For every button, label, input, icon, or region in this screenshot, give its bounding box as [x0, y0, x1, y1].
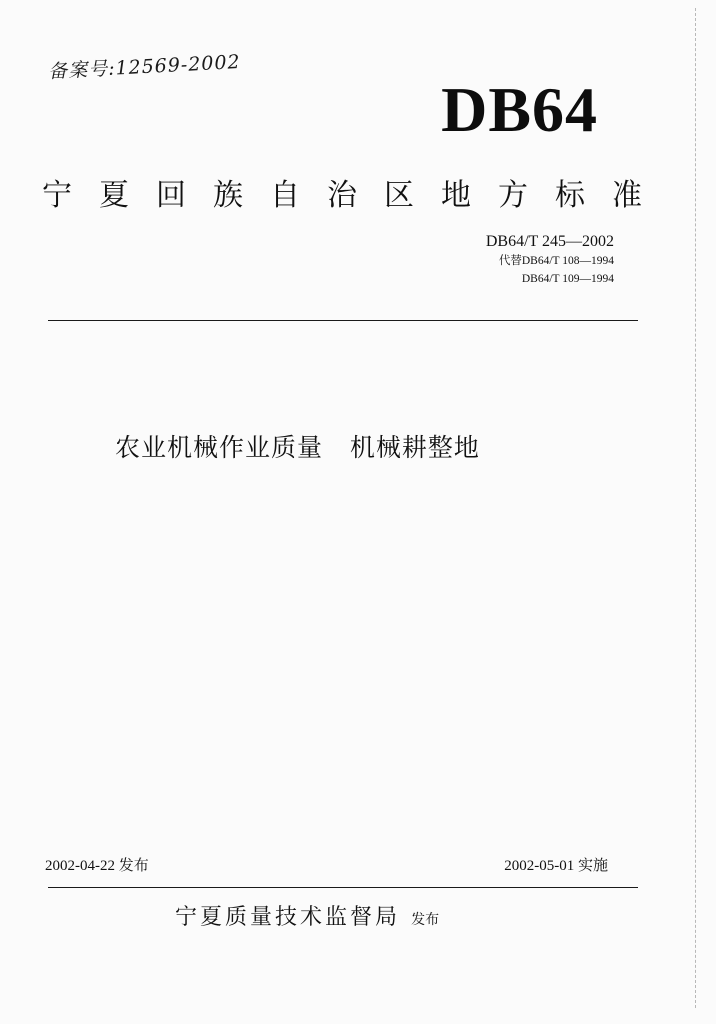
standard-type-heading: [42, 170, 642, 214]
publisher-verb: 发布: [411, 912, 440, 928]
standard-number: DB64/T 245—2002: [485, 233, 614, 250]
publisher-name: 宁夏质量技术监督局: [175, 905, 401, 930]
scan-edge-line: [695, 8, 696, 1008]
issue-date: 2002-04-22: [45, 858, 115, 874]
heading-char: 标: [555, 178, 585, 213]
top-divider: [48, 320, 638, 321]
document-title: 农业机械作业质量 机械耕整地: [115, 433, 480, 462]
heading-char: 夏: [99, 178, 129, 213]
standard-number-block: [486, 232, 614, 288]
standard-code-mark: DB64: [441, 74, 598, 145]
heading-char: 治: [327, 178, 357, 213]
issue-label: 发布: [118, 858, 149, 874]
heading-char: 回: [156, 178, 186, 213]
implementation-date-line: [504, 854, 608, 875]
heading-char: 自: [270, 178, 300, 213]
heading-char: 方: [498, 178, 528, 213]
heading-char: 准: [612, 178, 642, 213]
heading-char: 族: [213, 178, 243, 213]
publisher-line: [175, 900, 439, 931]
bottom-divider: [48, 887, 638, 888]
replaces-line-1: 代替DB64/T 108—1994: [498, 255, 614, 267]
implementation-date: 2002-05-01: [504, 858, 575, 874]
heading-char: 区: [384, 178, 414, 213]
replaces-line-2: DB64/T 109—1994: [521, 273, 614, 285]
handwritten-filing-number: 备案号:12569-2002: [47, 50, 242, 84]
heading-char: 地: [441, 178, 471, 213]
issue-date-line: [45, 854, 149, 875]
heading-char: 宁: [42, 178, 72, 213]
implementation-label: 实施: [577, 858, 608, 874]
